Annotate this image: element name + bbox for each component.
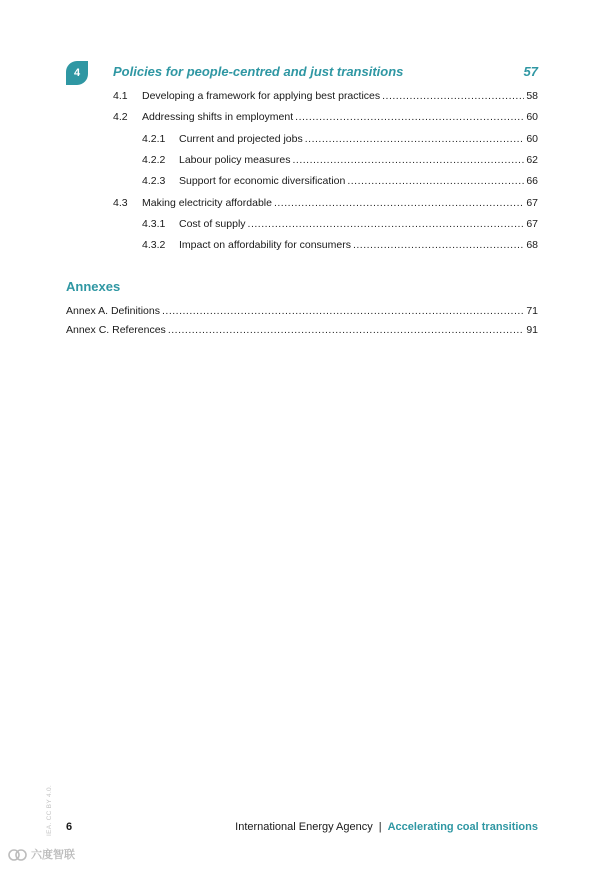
footer-page-number: 6 xyxy=(66,821,73,833)
toc-entry-number: 4.2.2 xyxy=(142,154,166,166)
toc-entry-number: 4.2 xyxy=(113,111,128,123)
footer-report-title: Accelerating coal transitions xyxy=(387,821,538,833)
toc-entry-title: Developing a framework for applying best practices xyxy=(142,90,381,102)
toc-entry[interactable] xyxy=(113,109,538,125)
toc-entry[interactable] xyxy=(142,173,538,189)
annex-entry-title: Annex C. References xyxy=(66,324,166,336)
dot-leader xyxy=(168,322,525,338)
annex-entry[interactable] xyxy=(66,322,538,338)
footer-running-title xyxy=(235,820,538,834)
toc-entry-number: 4.3.1 xyxy=(142,218,166,230)
toc-entry-number: 4.2.3 xyxy=(142,175,166,187)
toc-entry[interactable] xyxy=(142,216,538,232)
toc-entry-title: Current and projected jobs xyxy=(179,133,303,145)
footer-organization: International Energy Agency xyxy=(235,821,373,833)
annex-entry[interactable] xyxy=(66,303,538,319)
dot-leader xyxy=(295,109,524,125)
chapter-badge: 4 xyxy=(66,61,88,85)
toc-entry-page: 67 xyxy=(526,218,538,230)
annexes-heading: Annexes xyxy=(66,279,121,294)
dot-leader xyxy=(162,303,524,319)
dot-leader xyxy=(305,131,525,147)
toc-entry[interactable] xyxy=(142,152,538,168)
annex-entry-title: Annex A. Definitions xyxy=(66,305,160,317)
toc-entry-page: 68 xyxy=(526,239,538,251)
toc-entry-number: 4.3 xyxy=(113,197,128,209)
dot-leader xyxy=(353,237,524,253)
chapter-heading[interactable] xyxy=(113,63,538,81)
footer-separator: | xyxy=(378,821,382,833)
toc-entry[interactable] xyxy=(142,237,538,253)
dot-leader xyxy=(292,152,524,168)
toc-entry-number: 4.1 xyxy=(113,90,128,102)
watermark xyxy=(8,848,75,862)
toc-entry-page: 62 xyxy=(526,154,538,166)
toc-entry-number: 4.2.1 xyxy=(142,133,166,145)
toc-entry-title: Labour policy measures xyxy=(179,154,291,166)
watermark-logo-icon xyxy=(8,848,28,862)
chapter-title: Policies for people-centred and just transitions xyxy=(113,64,404,79)
toc-entry[interactable] xyxy=(142,131,538,147)
dot-leader xyxy=(248,216,525,232)
chapter-page-number: 57 xyxy=(523,64,538,79)
toc-entry-title: Addressing shifts in employment xyxy=(142,111,294,123)
toc-entry-number: 4.3.2 xyxy=(142,239,166,251)
toc-entry-page: 66 xyxy=(526,175,538,187)
dot-leader xyxy=(347,173,524,189)
toc-entry[interactable] xyxy=(113,195,538,211)
watermark-text: 六度智联 xyxy=(31,849,75,861)
toc-entry[interactable] xyxy=(113,88,538,104)
license-text: IEA. CC BY 4.0. xyxy=(46,785,53,836)
toc-entry-title: Making electricity affordable xyxy=(142,197,272,209)
toc-entry-page: 67 xyxy=(526,197,538,209)
toc-entry-title: Cost of supply xyxy=(179,218,246,230)
toc-entry-page: 60 xyxy=(526,133,538,145)
toc-entry-page: 60 xyxy=(526,111,538,123)
toc-entry-title: Impact on affordability for consumers xyxy=(179,239,351,251)
annex-entry-page: 71 xyxy=(526,305,538,317)
toc-entry-page: 58 xyxy=(526,90,538,102)
dot-leader xyxy=(274,195,524,211)
annex-entry-page: 91 xyxy=(526,324,538,336)
toc-entry-title: Support for economic diversification xyxy=(179,175,346,187)
dot-leader xyxy=(382,88,524,104)
